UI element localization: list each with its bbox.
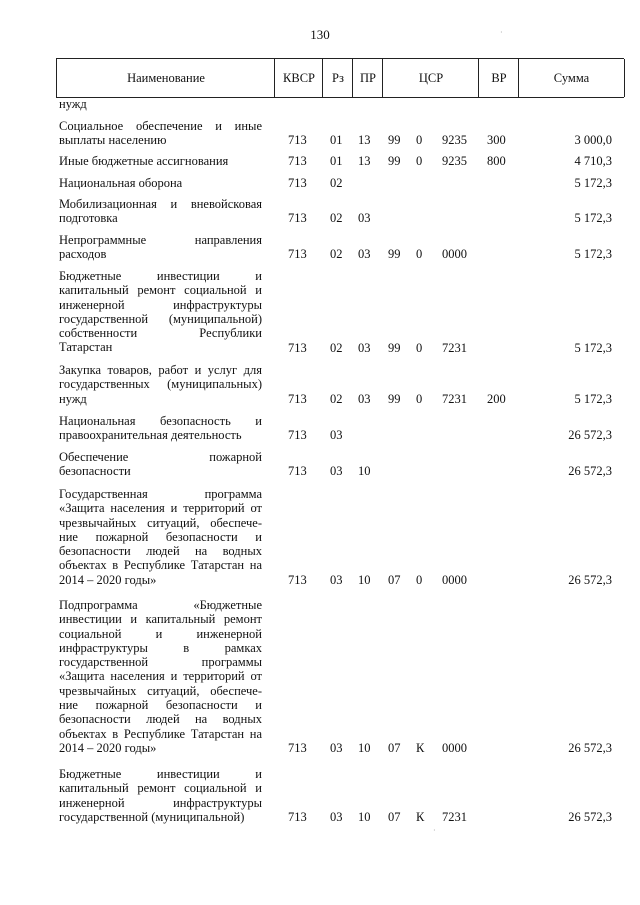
row-name-line: нужд	[59, 391, 87, 406]
row-name-line: инвестиции и капитальный ремонт	[59, 612, 262, 627]
cell-sum: 5 172,3	[574, 176, 612, 190]
cell-p2: 0	[416, 154, 423, 168]
cell-p3: 0000	[442, 247, 467, 262]
row-name-line: социальной и инженерной	[59, 626, 262, 641]
row-name	[59, 414, 262, 443]
row-name-line: объектах в Республике Татарстан на	[59, 726, 262, 741]
cell-rz: 02	[330, 211, 343, 226]
row-name	[59, 233, 262, 262]
cell-pr: 10	[358, 741, 371, 755]
cell-sum: 26 572,3	[568, 741, 612, 755]
cell-p1: 99	[388, 154, 401, 168]
cell-sum: 5 172,3	[574, 247, 612, 262]
cell-pr: 03	[358, 247, 371, 262]
row-name-line: правоохранительная деятельность	[59, 428, 242, 443]
cell-p3: 7231	[442, 809, 467, 824]
cell-p2: 0	[416, 340, 423, 355]
cell-p3: 0000	[442, 741, 467, 755]
row-name-line: государственной (муниципальной)	[59, 809, 245, 824]
cell-p2: 0	[416, 572, 423, 587]
row-name-line: безопасности	[59, 464, 131, 479]
header-name: Наименование	[56, 59, 275, 97]
row-name	[59, 487, 262, 587]
row-name-line: государственных (муниципальных)	[59, 377, 262, 392]
cell-rz: 03	[330, 572, 343, 587]
cell-kvsr: 713	[288, 464, 307, 479]
cell-sum: 26 572,3	[568, 809, 612, 824]
cell-kvsr: 713	[288, 211, 307, 226]
row-name-line: капитальный ремонт социальной и	[59, 781, 262, 796]
cell-vr: 300	[487, 133, 506, 148]
cell-kvsr: 713	[288, 340, 307, 355]
scan-speck: ·	[433, 826, 436, 835]
cell-sum: 3 000,0	[574, 133, 612, 148]
cell-rz: 01	[330, 154, 343, 168]
row-name-line: инженерной инфраструктуры	[59, 297, 262, 312]
row-name-line: Обеспечение пожарной	[59, 450, 262, 464]
row-name-line: Мобилизационная и вневойсковая	[59, 197, 262, 211]
cell-p2: 0	[416, 133, 423, 148]
row-name-line: государственной программы	[59, 655, 262, 670]
cell-p2: К	[416, 741, 425, 755]
cell-sum: 4 710,3	[574, 154, 612, 168]
scan-speck: ·	[500, 28, 503, 37]
header-rz: Рз	[322, 59, 353, 97]
header-csr: ЦСР	[382, 59, 479, 97]
row-name-line: «Защита населения и территорий от	[59, 501, 262, 516]
row-name	[59, 450, 262, 479]
row-name-line: Государственная программа	[59, 487, 262, 501]
row-name-line: Непрограммные направления	[59, 233, 262, 247]
cell-rz: 03	[330, 741, 343, 755]
row-name-line: ние пожарной безопасности и	[59, 529, 262, 544]
cell-p3: 9235	[442, 133, 467, 148]
row-name-line: объектах в Республике Татарстан на	[59, 558, 262, 573]
row-name-line: капитальный ремонт социальной и	[59, 283, 262, 298]
row-name	[59, 363, 262, 406]
cell-rz: 03	[330, 809, 343, 824]
row-name-line: чрезвычайных ситуаций, обеспече-	[59, 683, 262, 698]
row-name-line: безопасности людей на водных	[59, 544, 262, 559]
cell-pr: 03	[358, 340, 371, 355]
cell-kvsr: 713	[288, 428, 307, 443]
cell-p3: 9235	[442, 154, 467, 168]
cell-pr: 13	[358, 133, 371, 148]
cell-vr: 200	[487, 391, 506, 406]
row-name-line: Подпрограмма «Бюджетные	[59, 598, 262, 612]
cell-kvsr: 713	[288, 741, 307, 755]
cell-sum: 26 572,3	[568, 572, 612, 587]
cell-p1: 99	[388, 133, 401, 148]
cell-kvsr: 713	[288, 809, 307, 824]
row-name	[59, 767, 262, 824]
cell-rz: 02	[330, 391, 343, 406]
cell-rz: 01	[330, 133, 343, 148]
header-kvsr: КВСР	[274, 59, 323, 97]
table-header	[56, 58, 624, 98]
row-name-line: безопасности людей на водных	[59, 712, 262, 727]
row-name	[59, 154, 262, 168]
row-name-line: подготовка	[59, 211, 118, 226]
cell-p3: 0000	[442, 572, 467, 587]
cell-rz: 02	[330, 176, 343, 190]
cell-pr: 10	[358, 809, 371, 824]
cell-p2: 0	[416, 391, 423, 406]
row-name	[59, 269, 262, 355]
row-name	[59, 176, 262, 190]
row-name-line: инженерной инфраструктуры	[59, 795, 262, 810]
row-name-line: Татарстан	[59, 340, 113, 355]
cell-sum: 5 172,3	[574, 340, 612, 355]
cell-p1: 07	[388, 741, 401, 755]
row-name-line: Национальная оборона	[59, 176, 183, 190]
cell-rz: 02	[330, 247, 343, 262]
cell-p1: 07	[388, 809, 401, 824]
header-sum: Сумма	[518, 59, 625, 97]
row-name-line: 2014 – 2020 годы»	[59, 740, 157, 755]
row-name-line: выплаты населению	[59, 133, 167, 148]
row-name	[59, 197, 262, 226]
cell-pr: 03	[358, 391, 371, 406]
cell-kvsr: 713	[288, 247, 307, 262]
row-name-line: ние пожарной безопасности и	[59, 698, 262, 713]
cell-pr: 10	[358, 464, 371, 479]
cell-p2: 0	[416, 247, 423, 262]
row-name-line: 2014 – 2020 годы»	[59, 572, 157, 587]
cell-kvsr: 713	[288, 133, 307, 148]
cell-pr: 13	[358, 154, 371, 168]
cell-p1: 99	[388, 247, 401, 262]
cell-kvsr: 713	[288, 154, 307, 168]
row-name-line: Бюджетные инвестиции и	[59, 269, 262, 283]
row-name-line: Национальная безопасность и	[59, 414, 262, 428]
row-name	[59, 598, 262, 755]
row-name-line: собственности Республики	[59, 326, 262, 341]
header-pr: ПР	[352, 59, 383, 97]
cell-p3: 7231	[442, 391, 467, 406]
cell-rz: 03	[330, 428, 343, 443]
cell-sum: 5 172,3	[574, 391, 612, 406]
row-name-line: государственной (муниципальной)	[59, 311, 262, 326]
cell-sum: 26 572,3	[568, 464, 612, 479]
header-vr: ВР	[478, 59, 519, 97]
cell-rz: 03	[330, 464, 343, 479]
cell-p2: К	[416, 809, 425, 824]
cell-p1: 07	[388, 572, 401, 587]
row-name-line: чрезвычайных ситуаций, обеспече-	[59, 515, 262, 530]
row-name-line: Бюджетные инвестиции и	[59, 767, 262, 781]
cell-sum: 26 572,3	[568, 428, 612, 443]
cell-p1: 99	[388, 391, 401, 406]
cell-rz: 02	[330, 340, 343, 355]
cell-kvsr: 713	[288, 572, 307, 587]
page-number: 130	[310, 27, 330, 42]
cell-kvsr: 713	[288, 391, 307, 406]
row-name	[59, 119, 262, 148]
row-name-line: «Защита населения и территорий от	[59, 669, 262, 684]
cell-sum: 5 172,3	[574, 211, 612, 226]
cell-pr: 10	[358, 572, 371, 587]
row-name-line: расходов	[59, 247, 107, 262]
cell-kvsr: 713	[288, 176, 307, 190]
cell-vr: 800	[487, 154, 506, 168]
row-name-line: Социальное обеспечение и иные	[59, 119, 262, 133]
row-name-line: Закупка товаров, работ и услуг для	[59, 363, 262, 377]
cell-p1: 99	[388, 340, 401, 355]
row-name-line: инфраструктуры в рамках	[59, 640, 262, 655]
cell-pr: 03	[358, 211, 371, 226]
cell-p3: 7231	[442, 340, 467, 355]
row-name-line: Иные бюджетные ассигнования	[59, 154, 229, 168]
continuation-text: нужд	[59, 97, 87, 111]
